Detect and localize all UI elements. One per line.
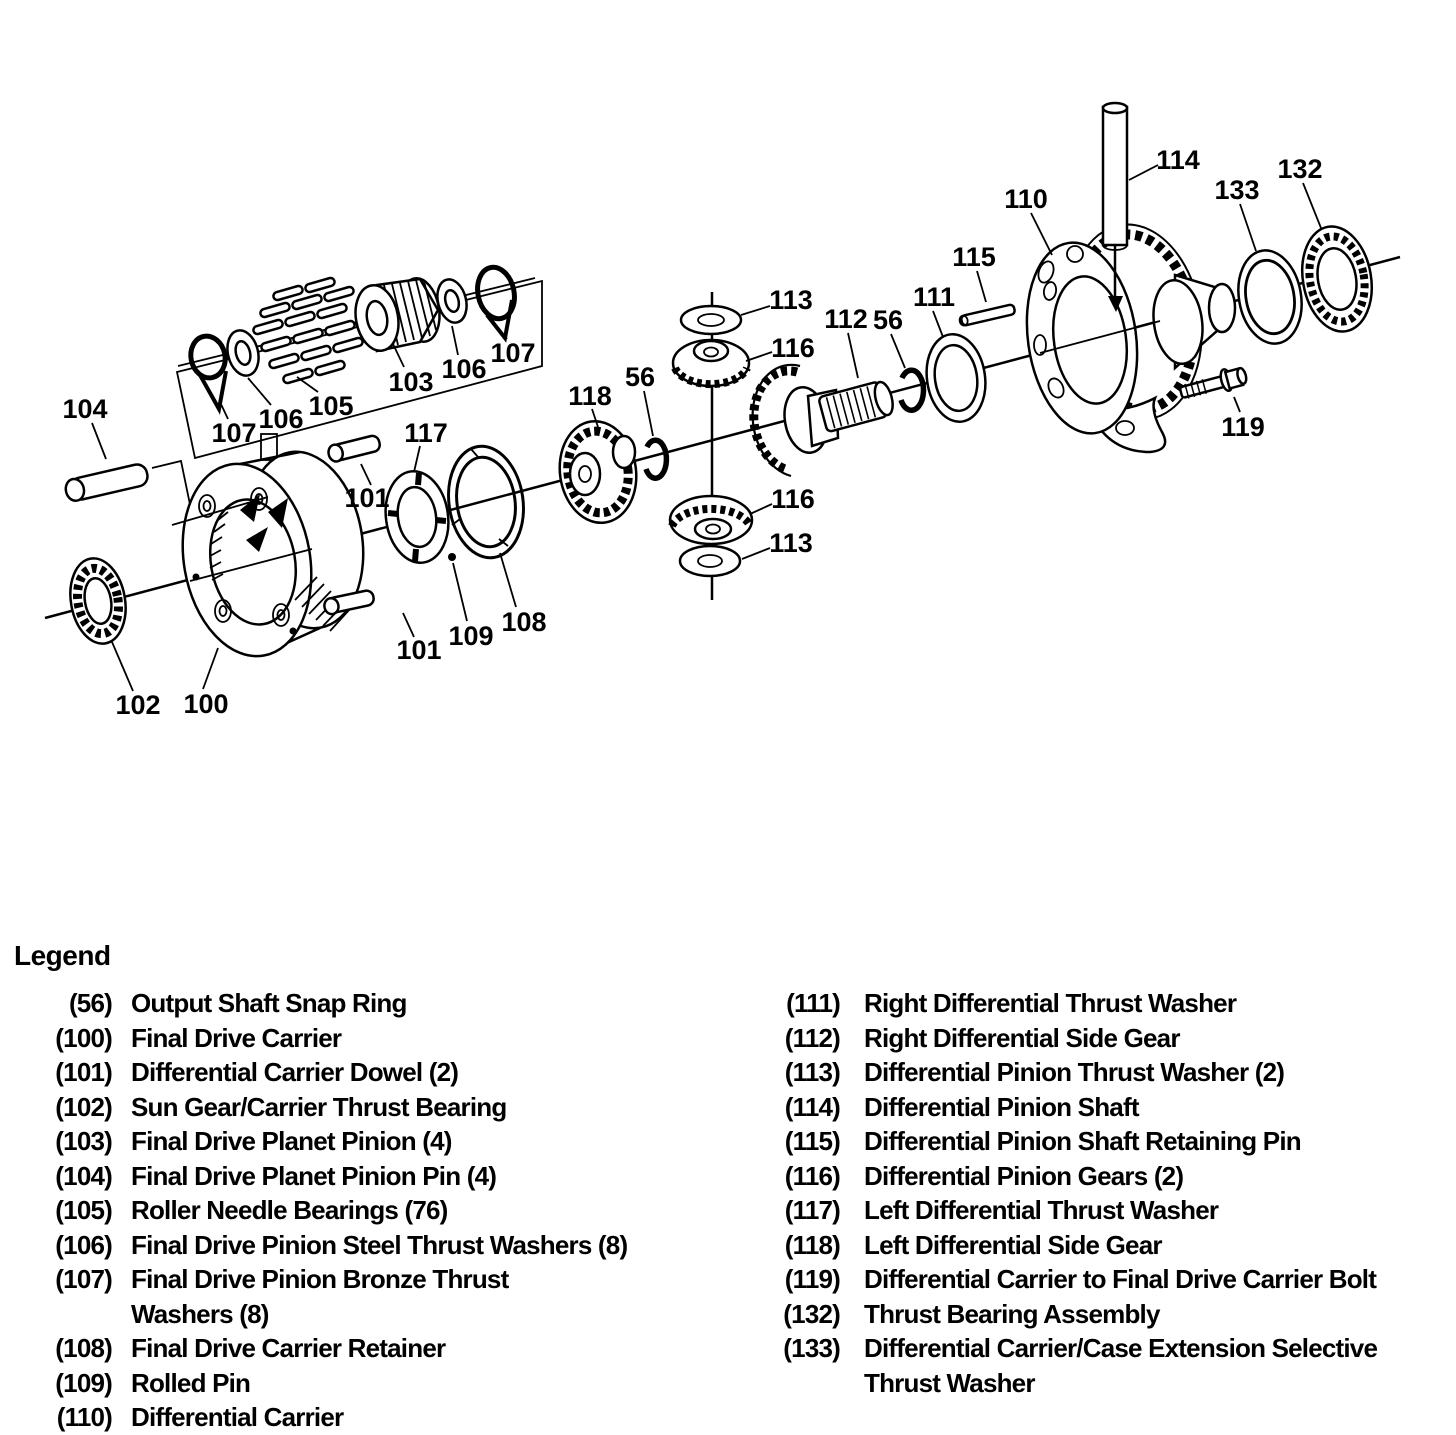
legend-part-number: (110) [56, 1402, 112, 1432]
legend-row [40, 1021, 740, 1056]
callout-114: 114 [1156, 145, 1200, 175]
callout-116: 116 [771, 333, 815, 363]
leader-line-111 [933, 311, 943, 337]
part-113-thrust-washer-bottom [680, 546, 740, 576]
part-100-final-drive-carrier [168, 442, 376, 666]
part-110-differential-carrier [1015, 216, 1235, 452]
part-101-dowel-upper [327, 434, 382, 463]
callout-104: 104 [62, 394, 108, 424]
leader-line-101 [403, 613, 414, 637]
leader-line-113 [741, 306, 770, 315]
leader-line-112 [848, 333, 858, 378]
leader-line-106 [452, 326, 458, 355]
legend-row [40, 1366, 740, 1401]
callout-56: 56 [872, 305, 904, 335]
leader-line-113 [742, 548, 770, 559]
legend-part-number: (101) [55, 1057, 112, 1087]
part-115-retaining-pin [959, 304, 1016, 326]
legend-part-number: (104) [55, 1160, 112, 1191]
legend-row [40, 1124, 740, 1159]
part-102-thrust-bearing [64, 554, 132, 648]
legend-part-number: (117) [784, 1195, 840, 1225]
legend-row [768, 1021, 1454, 1056]
legend-part-number: (115) [784, 1126, 840, 1156]
legend-part-label: Left Differential Thrust Washer [864, 1195, 1219, 1225]
legend-part-label: Final Drive Planet Pinion (4) [131, 1126, 452, 1156]
legend-part-number: (112) [784, 1022, 840, 1053]
callout-110: 110 [1004, 184, 1048, 214]
callout-105: 105 [308, 391, 354, 421]
leader-line-114 [1129, 165, 1158, 180]
legend-row [768, 1159, 1454, 1194]
legend-row [40, 1055, 740, 1090]
leader-line-107 [220, 402, 228, 419]
legend-row [768, 986, 1454, 1021]
legend-part-number: (107) [55, 1264, 112, 1294]
legend-part-number: (56) [68, 988, 112, 1018]
callout-100: 100 [183, 689, 229, 719]
legend-part-number: (116) [784, 1160, 840, 1191]
legend-part-label: Thrust Bearing Assembly [864, 1298, 1160, 1329]
legend-part-number: (108) [55, 1333, 112, 1363]
leader-line-117 [414, 446, 420, 472]
legend-part-label: Roller Needle Bearings (76) [131, 1195, 448, 1225]
leader-line-100 [203, 648, 218, 689]
callout-101: 101 [344, 483, 390, 513]
part-107-bronze-washer-right [473, 264, 519, 338]
legend-row [768, 1193, 1454, 1228]
leader-line-132 [1303, 183, 1321, 228]
callout-106: 106 [441, 354, 487, 384]
part-104-planet-pinion-pin [64, 463, 150, 503]
part-118-left-side-gear [553, 416, 642, 528]
legend-row [40, 1159, 740, 1194]
legend-part-number: (105) [55, 1195, 112, 1225]
leader-line-102 [112, 642, 133, 691]
legend-column-right [768, 986, 1454, 1400]
callout-116: 116 [771, 484, 815, 514]
part-112-right-side-gear [753, 365, 897, 476]
leader-line-104 [92, 423, 106, 459]
legend-part-label: Differential Carrier to Final Drive Carrier Bolt [864, 1264, 1377, 1294]
legend-part-label: Differential Pinion Thrust Washer (2) [864, 1057, 1285, 1087]
legend-row [768, 1124, 1454, 1159]
legend-part-label: Final Drive Pinion Bronze Thrust [131, 1264, 509, 1294]
leader-line-108 [500, 553, 516, 607]
callout-103: 103 [388, 367, 434, 397]
leader-line-105 [297, 377, 318, 392]
callout-133: 133 [1214, 175, 1260, 205]
legend-part-label: Differential Pinion Shaft [864, 1091, 1139, 1122]
legend-part-number: (133) [783, 1333, 840, 1363]
legend-part-number: (114) [784, 1091, 840, 1122]
leader-line-133 [1240, 204, 1256, 251]
legend-part-number: (109) [55, 1367, 112, 1398]
legend-part-number: (100) [55, 1022, 112, 1053]
legend-part-label: Right Differential Side Gear [864, 1022, 1180, 1053]
legend-part-number: (111) [786, 988, 840, 1018]
legend-row [40, 1400, 740, 1435]
callout-112: 112 [824, 304, 868, 334]
callout-113: 113 [769, 285, 813, 315]
part-113-thrust-washer-top [681, 306, 741, 334]
part-114-pinion-shaft [1103, 103, 1127, 250]
legend-row [40, 1262, 740, 1331]
legend-row [40, 1331, 740, 1366]
legend-part-label: Differential Carrier/Case Extension Selective [864, 1333, 1378, 1363]
legend-row [768, 1262, 1454, 1297]
legend-part-label: Final Drive Carrier [131, 1022, 342, 1053]
leader-line-116 [746, 352, 772, 361]
legend-part-number: (102) [55, 1091, 112, 1122]
callout-101: 101 [396, 635, 442, 665]
legend-row [40, 1228, 740, 1263]
part-109-rolled-pin [448, 553, 456, 561]
part-132-thrust-bearing-assembly [1294, 221, 1379, 337]
legend-part-label: Differential Pinion Gears (2) [864, 1160, 1184, 1191]
callout-113: 113 [769, 528, 813, 558]
legend-row [768, 1331, 1454, 1400]
legend-row [768, 1297, 1454, 1332]
leader-line-119 [1234, 397, 1240, 412]
legend-column-left [40, 986, 740, 1435]
legend-row [40, 986, 740, 1021]
leader-line-101 [361, 464, 371, 485]
callout-115: 115 [952, 242, 996, 272]
legend-part-label: Final Drive Carrier Retainer [131, 1333, 446, 1363]
callout-109: 109 [448, 621, 494, 651]
part-116-pinion-gear-bottom [670, 496, 752, 544]
legend-row [768, 1228, 1454, 1263]
part-111-right-thrust-washer [921, 330, 991, 425]
part-133-selective-thrust-washer [1231, 245, 1308, 348]
legend-part-label: Sun Gear/Carrier Thrust Bearing [131, 1091, 507, 1122]
legend-part-label: Differential Carrier Dowel (2) [131, 1057, 459, 1087]
legend-part-label: Rolled Pin [131, 1367, 251, 1398]
legend-heading: Legend [14, 940, 111, 971]
legend-part-label: Differential Carrier [131, 1402, 344, 1432]
legend-part-label-wrap: Washers (8) [131, 1298, 269, 1329]
part-103-planet-pinion [351, 275, 445, 354]
legend-row [40, 1193, 740, 1228]
callout-118: 118 [568, 381, 612, 411]
legend-row [40, 1090, 740, 1125]
legend-part-number: (106) [55, 1229, 112, 1260]
leader-line-116 [750, 504, 772, 514]
legend-part-label-wrap: Thrust Washer [864, 1367, 1035, 1398]
legend-part-number: (103) [55, 1126, 112, 1156]
legend-part-label: Final Drive Pinion Steel Thrust Washers (8) [131, 1229, 628, 1260]
callout-117: 117 [404, 418, 448, 448]
legend-part-label: Differential Pinion Shaft Retaining Pin [864, 1126, 1301, 1156]
legend-part-number: (119) [784, 1264, 840, 1294]
callout-111: 111 [912, 282, 956, 312]
legend-part-label: Right Differential Thrust Washer [864, 988, 1237, 1018]
part-56-snap-ring-left [646, 440, 666, 478]
legend-part-label: Final Drive Planet Pinion Pin (4) [131, 1160, 497, 1191]
part-119-carrier-bolt [1178, 364, 1248, 403]
legend-part-label: Left Differential Side Gear [864, 1229, 1162, 1260]
callout-106: 106 [258, 404, 304, 434]
callout-107: 107 [211, 418, 257, 448]
leader-line-56 [644, 391, 653, 436]
legend-row [768, 1055, 1454, 1090]
leader-line-109 [453, 563, 467, 621]
leader-line-106 [248, 378, 271, 405]
legend-part-number: (118) [784, 1229, 840, 1260]
legend-row [768, 1090, 1454, 1125]
callout-119: 119 [1221, 412, 1265, 442]
legend-part-number: (132) [783, 1298, 840, 1329]
callout-108: 108 [501, 607, 547, 637]
part-116-pinion-gear-top [673, 340, 749, 386]
legend-part-label: Output Shaft Snap Ring [131, 988, 407, 1018]
leader-line-110 [1031, 213, 1052, 255]
part-117-left-retainer [380, 467, 454, 567]
legend-part-number: (113) [784, 1057, 840, 1087]
part-107-bronze-washer-left [187, 333, 229, 409]
callout-107: 107 [490, 338, 536, 368]
part-108-carrier-retainer [442, 441, 531, 562]
leader-line-56 [891, 334, 905, 368]
callout-56: 56 [624, 362, 656, 392]
callout-102: 102 [115, 690, 161, 720]
part-105-needle-bearings [252, 277, 363, 384]
callout-132: 132 [1277, 154, 1323, 184]
leader-line-115 [977, 271, 986, 302]
